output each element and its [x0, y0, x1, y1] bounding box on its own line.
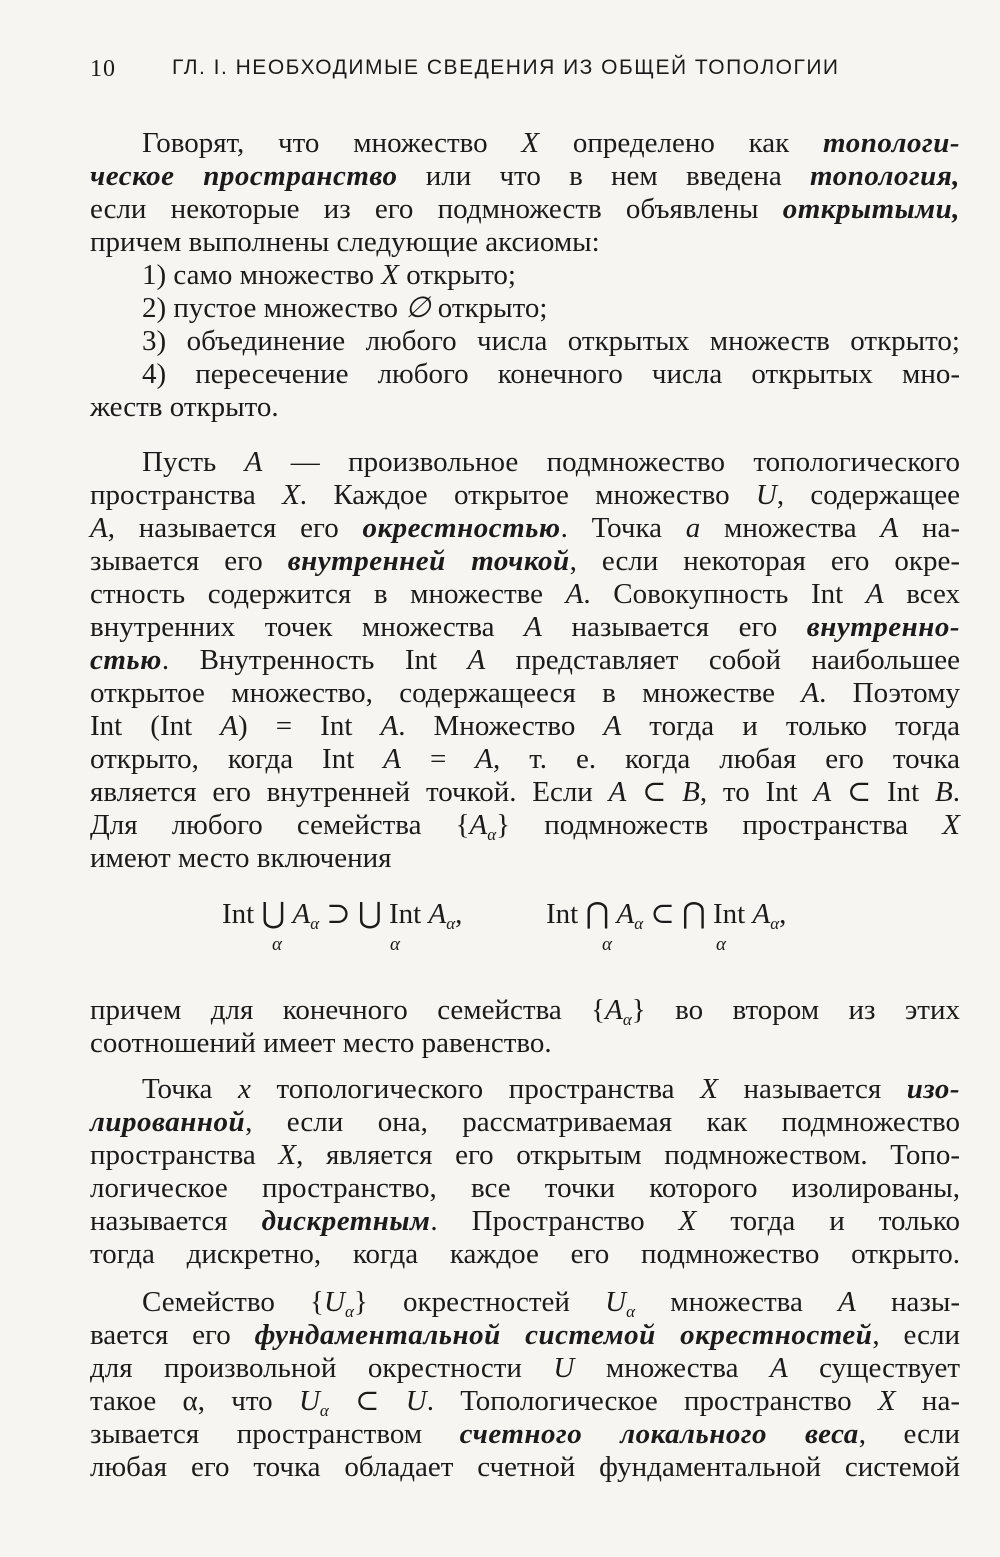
display-formula	[90, 896, 960, 966]
text-line: имеют место включения	[90, 842, 392, 874]
union-index: α	[272, 934, 282, 955]
intersection-index: α	[602, 934, 612, 955]
text-line: A, называется его окрестностью. Точка a множества A на-	[90, 512, 960, 544]
text-line: логическое пространство, все точки которого изолированы,	[90, 1172, 960, 1204]
text-line: Семейство $\{U_\alpha\}$ окрестностей $U_\alpha$ множества A назы-	[142, 1286, 960, 1321]
text-line: любая его точка обладает счетной фундаментальной системой	[90, 1451, 960, 1483]
text-line: Пусть A — произвольное подмножество топологического	[142, 446, 961, 478]
text-line: Int (Int A) = Int A. Множество A тогда и только тогда	[90, 710, 961, 742]
text-line: открыто, когда Int A = A, т. е. когда любая его точка	[90, 743, 960, 775]
page-number: 10	[90, 56, 116, 82]
axiom-2: 2) пустое множество ∅ открыто;	[142, 292, 548, 324]
text-line: лированной, если она, рассматриваемая как подмножество	[90, 1106, 960, 1138]
axiom-3: 3) объединение любого числа открытых множеств открыто;	[142, 325, 960, 357]
text-line: стью. Внутренность Int A представляет собой наибольшее	[90, 644, 960, 676]
text-line: зывается его внутренней точкой, если некоторая его окре-	[90, 545, 960, 577]
text-line: ческое пространство или что в нем введена топология,	[90, 160, 961, 192]
formula-union-inclusion: Int ⋃ $A_\alpha$ ⊃ ⋃ Int $A_\alpha$,	[222, 898, 463, 933]
formula-intersection-inclusion: Int ⋂ $A_\alpha$ ⊂ ⋂ Int $A_\alpha$,	[546, 898, 787, 933]
text-line: внутренних точек множества A называется его внутренно-	[90, 611, 960, 643]
text-line: является его внутренней точкой. Если A ⊂ B, то Int A ⊂ Int B.	[90, 776, 960, 808]
axiom-1: 1) само множество X открыто;	[142, 259, 516, 291]
text-line: пространства X. Каждое открытое множество U, содержащее	[90, 479, 960, 511]
intersection-index: α	[716, 934, 726, 955]
text-line: причем выполнены следующие аксиомы:	[90, 226, 600, 258]
text-line: вается его фундаментальной системой окрестностей, если	[90, 1319, 960, 1351]
running-title: ГЛ. I. НЕОБХОДИМЫЕ СВЕДЕНИЯ ИЗ ОБЩЕЙ ТОПОЛОГИИ	[172, 56, 840, 79]
text-line: тогда дискретно, когда каждое его подмножество открыто.	[90, 1238, 960, 1270]
text-line: стность содержится в множестве A. Совокупность Int A всех	[90, 578, 960, 610]
text-line: такое α, что $U_\alpha$ ⊂ U. Топологическое пространство X на-	[90, 1385, 960, 1420]
text-line: для произвольной окрестности U множества A существует	[90, 1352, 960, 1384]
text-line: Говорят, что множество X определено как топологи-	[142, 127, 960, 159]
text-line: Точка x топологического пространства X называется изо-	[142, 1073, 960, 1105]
text-line: жеств открыто.	[90, 391, 279, 423]
page-header	[90, 56, 960, 96]
text-line: если некоторые из его подмножеств объявлены открытыми,	[90, 193, 960, 225]
text-line: пространства X, является его открытым подмножеством. Топо-	[90, 1139, 961, 1171]
text-line: причем для конечного семейства $\{A_\alpha\}$ во втором из этих	[90, 994, 960, 1029]
text-line: Для любого семейства $\{A_\alpha\}$ подмножеств пространства X	[90, 809, 960, 844]
union-index: α	[390, 934, 400, 955]
text-line: соотношений имеет место равенство.	[90, 1027, 552, 1059]
text-line: открытое множество, содержащееся в множестве A. Поэтому	[90, 677, 960, 709]
text-line: называется дискретным. Пространство X тогда и только	[90, 1205, 960, 1237]
text-line: зывается пространством счетного локального веса, если	[90, 1418, 960, 1450]
axiom-4: 4) пересечение любого конечного числа открытых мно-	[142, 358, 960, 390]
